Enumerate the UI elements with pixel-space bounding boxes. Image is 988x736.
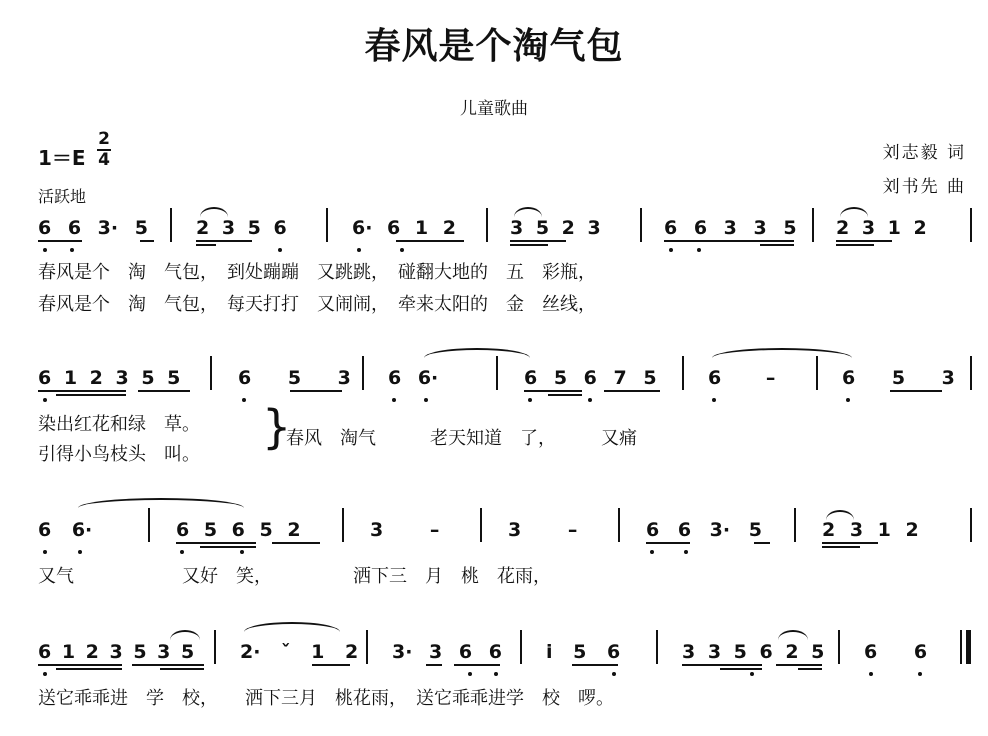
beam (132, 664, 204, 666)
measure-6-notes: 2 3 1 2 (836, 217, 927, 239)
low-octave-dot (278, 248, 282, 252)
measure-18-notes: 2 3 1 2 (822, 519, 919, 541)
beam (510, 244, 548, 246)
lyrics-verse-1: 送它乖乖进 学 校， 洒下三月 桃花雨， 送它乖乖进学 校 啰。 (38, 688, 614, 709)
beam (160, 668, 204, 670)
measure-12-notes: 6 5 3 (842, 367, 955, 389)
barline (970, 508, 972, 542)
slur (244, 622, 340, 632)
measure-1-notes: 6 6 3· 5 (38, 217, 148, 239)
low-octave-dot (528, 398, 532, 402)
slur (200, 207, 228, 217)
beam (38, 390, 126, 392)
barline (656, 630, 658, 664)
slur (840, 207, 868, 217)
measure-5-notes: 6 6 3 3 5 (664, 217, 797, 239)
tie (78, 498, 244, 508)
barline (366, 630, 368, 664)
barline (170, 208, 172, 242)
time-signature-bottom: 4 (98, 150, 110, 170)
low-octave-dot (70, 248, 74, 252)
measure-17-notes: 6 6 3· 5 (646, 519, 762, 541)
song-title: 春风是个淘气包 (364, 26, 624, 67)
measure-10-notes: 6 5 6 7 5 (524, 367, 657, 389)
measure-16-notes: 3 – (508, 519, 578, 541)
lyricist-credit: 刘志毅 词 (882, 143, 966, 163)
slur (826, 510, 854, 520)
composer-credit: 刘书先 曲 (882, 177, 966, 197)
beam (56, 668, 122, 670)
measure-2-notes: 2 3 5 6 (196, 217, 287, 239)
tempo-marking: 活跃地 (38, 187, 87, 206)
low-octave-dot (424, 398, 428, 402)
lyrics-verse-2: 春风是个 淘 气包， 每天打打 又闹闹， 牵来太阳的 金 丝线， (38, 294, 596, 315)
low-octave-dot (869, 672, 873, 676)
barline (816, 356, 818, 390)
low-octave-dot (588, 398, 592, 402)
beam (196, 244, 216, 246)
beam (754, 542, 770, 544)
beam (196, 240, 252, 242)
barline (838, 630, 840, 664)
barline (214, 630, 216, 664)
beam (200, 546, 256, 548)
barline (480, 508, 482, 542)
beam (682, 664, 762, 666)
slur (514, 207, 542, 217)
lyrics-verse-1: 染出红花和绿 草。 (38, 414, 200, 435)
low-octave-dot (669, 248, 673, 252)
time-signature (96, 130, 112, 170)
low-octave-dot (43, 550, 47, 554)
verse-brace: } (262, 400, 292, 454)
beam (510, 240, 566, 242)
beam (38, 664, 122, 666)
beam (138, 390, 190, 392)
measure-8-notes: 6 5 3 (238, 367, 351, 389)
barline (812, 208, 814, 242)
lyrics-chorus: 春风 淘气 老天知道 了， 又痛 (286, 428, 637, 449)
low-octave-dot (78, 550, 82, 554)
measure-23-notes: 3 3 5 6 2 5 (682, 641, 825, 663)
low-octave-dot (43, 398, 47, 402)
barline (362, 356, 364, 390)
beam (290, 390, 342, 392)
measure-3-notes: 6· 6 1 2 (352, 217, 456, 239)
measure-15-notes: 3 – (370, 519, 440, 541)
lyrics-verse-1: 又气 又好 笑， 洒下三 月 桃 花雨， (38, 566, 551, 587)
barline (520, 630, 522, 664)
beam (604, 390, 660, 392)
barline (326, 208, 328, 242)
measure-24-notes: 6 6 (864, 641, 928, 663)
tie (424, 348, 530, 358)
measure-21-notes: 3· 3 6 6 (392, 641, 502, 663)
measure-22-notes: i 5 6 (546, 641, 621, 663)
beam (396, 240, 464, 242)
beam (890, 390, 942, 392)
lyrics-verse-2: 引得小鸟枝头 叫。 (38, 444, 200, 465)
low-octave-dot (357, 248, 361, 252)
beam (760, 244, 794, 246)
barline (210, 356, 212, 390)
low-octave-dot (697, 248, 701, 252)
barline (486, 208, 488, 242)
beam (56, 394, 126, 396)
beam (454, 664, 500, 666)
beam (38, 240, 82, 242)
measure-20-notes: 2· ˇ 1 2 (240, 641, 359, 663)
low-octave-dot (846, 398, 850, 402)
final-barline-thick (966, 630, 971, 664)
final-barline-thin (960, 630, 962, 664)
low-octave-dot (918, 672, 922, 676)
low-octave-dot (494, 672, 498, 676)
low-octave-dot (392, 398, 396, 402)
low-octave-dot (400, 248, 404, 252)
beam (646, 542, 690, 544)
beam (836, 240, 892, 242)
beam (548, 394, 582, 396)
measure-13-notes: 6 6· (38, 519, 93, 541)
beam (140, 240, 154, 242)
beam (572, 664, 618, 666)
slur (170, 630, 200, 640)
measure-4-notes: 3 5 2 3 (510, 217, 601, 239)
measure-9-notes: 6 6· (388, 367, 439, 389)
low-octave-dot (712, 398, 716, 402)
beam (720, 668, 762, 670)
beam (822, 542, 878, 544)
low-octave-dot (468, 672, 472, 676)
barline (970, 356, 972, 390)
measure-14-notes: 6 5 6 5 2 (176, 519, 301, 541)
barline (148, 508, 150, 542)
beam (312, 664, 350, 666)
beam (836, 244, 874, 246)
time-signature-top: 2 (98, 129, 110, 149)
beam (524, 390, 582, 392)
low-octave-dot (240, 550, 244, 554)
measure-19-notes: 6 1 2 3 5 3 5 (38, 641, 195, 663)
key-signature: 1＝E (38, 146, 86, 170)
beam (272, 542, 320, 544)
beam (798, 668, 822, 670)
slur (778, 630, 808, 640)
barline (970, 208, 972, 242)
measure-7-notes: 6 1 2 3 5 5 (38, 367, 181, 389)
barline (682, 356, 684, 390)
barline (640, 208, 642, 242)
beam (776, 664, 822, 666)
tie (712, 348, 852, 358)
low-octave-dot (650, 550, 654, 554)
barline (342, 508, 344, 542)
low-octave-dot (43, 672, 47, 676)
lyrics-verse-1: 春风是个 淘 气包， 到处蹦蹦 又跳跳， 碰翻大地的 五 彩瓶， (38, 262, 596, 283)
beam (176, 542, 256, 544)
beam (822, 546, 860, 548)
beam (664, 240, 794, 242)
barline (618, 508, 620, 542)
low-octave-dot (242, 398, 246, 402)
low-octave-dot (750, 672, 754, 676)
barline (496, 356, 498, 390)
low-octave-dot (612, 672, 616, 676)
low-octave-dot (180, 550, 184, 554)
low-octave-dot (43, 248, 47, 252)
song-subtitle: 儿童歌曲 (460, 99, 528, 119)
measure-11-notes: 6 – (708, 367, 776, 389)
barline (794, 508, 796, 542)
beam (426, 664, 442, 666)
low-octave-dot (684, 550, 688, 554)
